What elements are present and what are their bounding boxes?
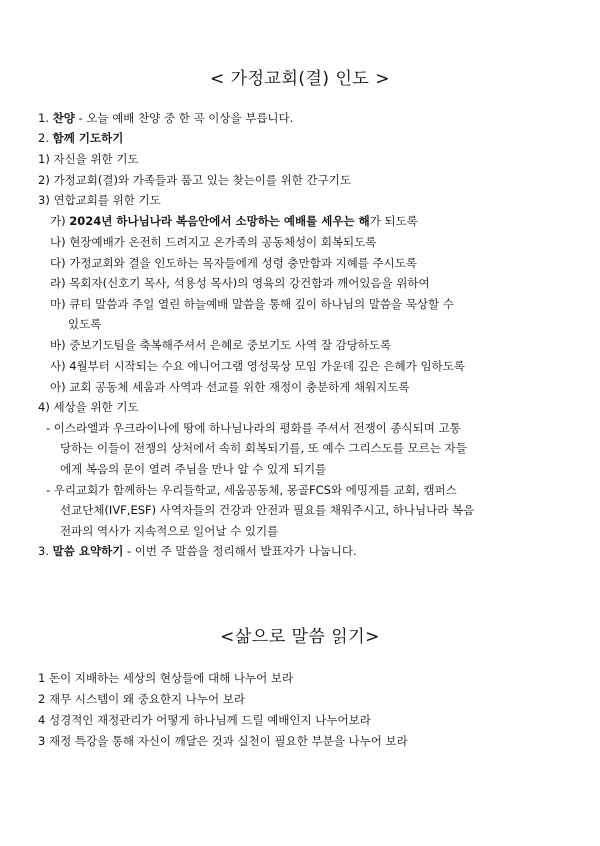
list-item: 전파의 역사가 지속적으로 일어날 수 있기를 xyxy=(60,524,279,538)
list-item: 1) 자신을 위한 기도 xyxy=(38,152,139,166)
page-title: < 가정교회(결) 인도 > xyxy=(210,69,390,89)
list-item: 사) 4월부터 시작되는 수요 에니어그램 영성묵상 모임 가운데 깊은 은혜가 임하도록 xyxy=(50,359,465,373)
list-item: 2. 함께 기도하기 xyxy=(38,131,124,145)
list-item: 나) 현장예배가 온전히 드려지고 온가족의 공동체성이 회복되도록 xyxy=(50,235,377,249)
question-item: 1 돈이 지배하는 세상의 현상들에 대해 나누어 보라 xyxy=(38,671,294,685)
list-item: 4) 세상을 위한 기도 xyxy=(38,400,139,414)
question-item: 3 재정 특강을 통해 자신이 깨달은 것과 실천이 필요한 부분을 나누어 보라 xyxy=(38,734,408,748)
list-item: 당하는 이들이 전쟁의 상처에서 속히 회복되기를, 또 예수 그리스도를 모르는 자들 xyxy=(60,441,467,455)
list-item: 마) 큐티 말씀과 주일 열린 하늘예배 말씀을 통해 깊이 하나님의 말씀을 묵상할 수 xyxy=(50,297,454,311)
list-item: 아) 교회 공동체 세움과 사역과 선교를 위한 재정이 충분하게 채워지도록 xyxy=(50,380,410,394)
list-item: 바) 중보기도팀을 축복해주셔서 은혜로 중보기도 사역 잘 감당하도록 xyxy=(50,338,392,352)
list-item: 3) 연합교회를 위한 기도 xyxy=(38,193,161,207)
section-title: <삶으로 말씀 읽기> xyxy=(220,627,380,647)
list-item: 있도록 xyxy=(68,317,102,331)
list-item: 에게 복음의 문이 열려 주님을 만나 알 수 있게 되기를 xyxy=(60,462,327,476)
question-item: 2 재무 시스템이 왜 중요한지 나누어 보라 xyxy=(38,692,245,706)
list-item: 선교단체(IVF,ESF) 사역자들의 건강과 안전과 필요를 채워주시고, 하나님나라 복음 xyxy=(60,503,475,517)
list-item: - 이스라엘과 우크라이나에 땅에 하나님나라의 평화를 주셔서 전쟁이 종식되며 고통 xyxy=(46,421,461,435)
list-item: - 우리교회가 함께하는 우리들학교, 세움공동체, 몽골FCS와 에밍게를 교회, 캠퍼스 xyxy=(46,483,457,497)
list-item: 라) 목회자(신호기 목사, 석용성 목사)의 영육의 강건함과 깨어있음을 위하여 xyxy=(50,276,430,290)
list-item: 3. 말씀 요약하기 - 이번 주 말씀을 정리해서 발표자가 나눕니다. xyxy=(38,544,357,558)
list-item: 2) 가정교회(결)와 가족들과 품고 있는 찾는이를 위한 간구기도 xyxy=(38,173,351,187)
list-item: 가) 2024년 하나님나라 복음안에서 소망하는 예배를 세우는 해가 되도록 xyxy=(50,214,418,228)
list-item: 1. 찬양 - 오늘 예배 찬양 중 한 곡 이상을 부릅니다. xyxy=(38,111,294,125)
question-item: 4 성경적인 재정관리가 어떻게 하나님께 드릴 예배인지 나누어보라 xyxy=(38,713,371,727)
list-item: 다) 가정교회와 결을 인도하는 목자들에게 성령 충만함과 지혜를 주시도록 xyxy=(50,256,417,270)
